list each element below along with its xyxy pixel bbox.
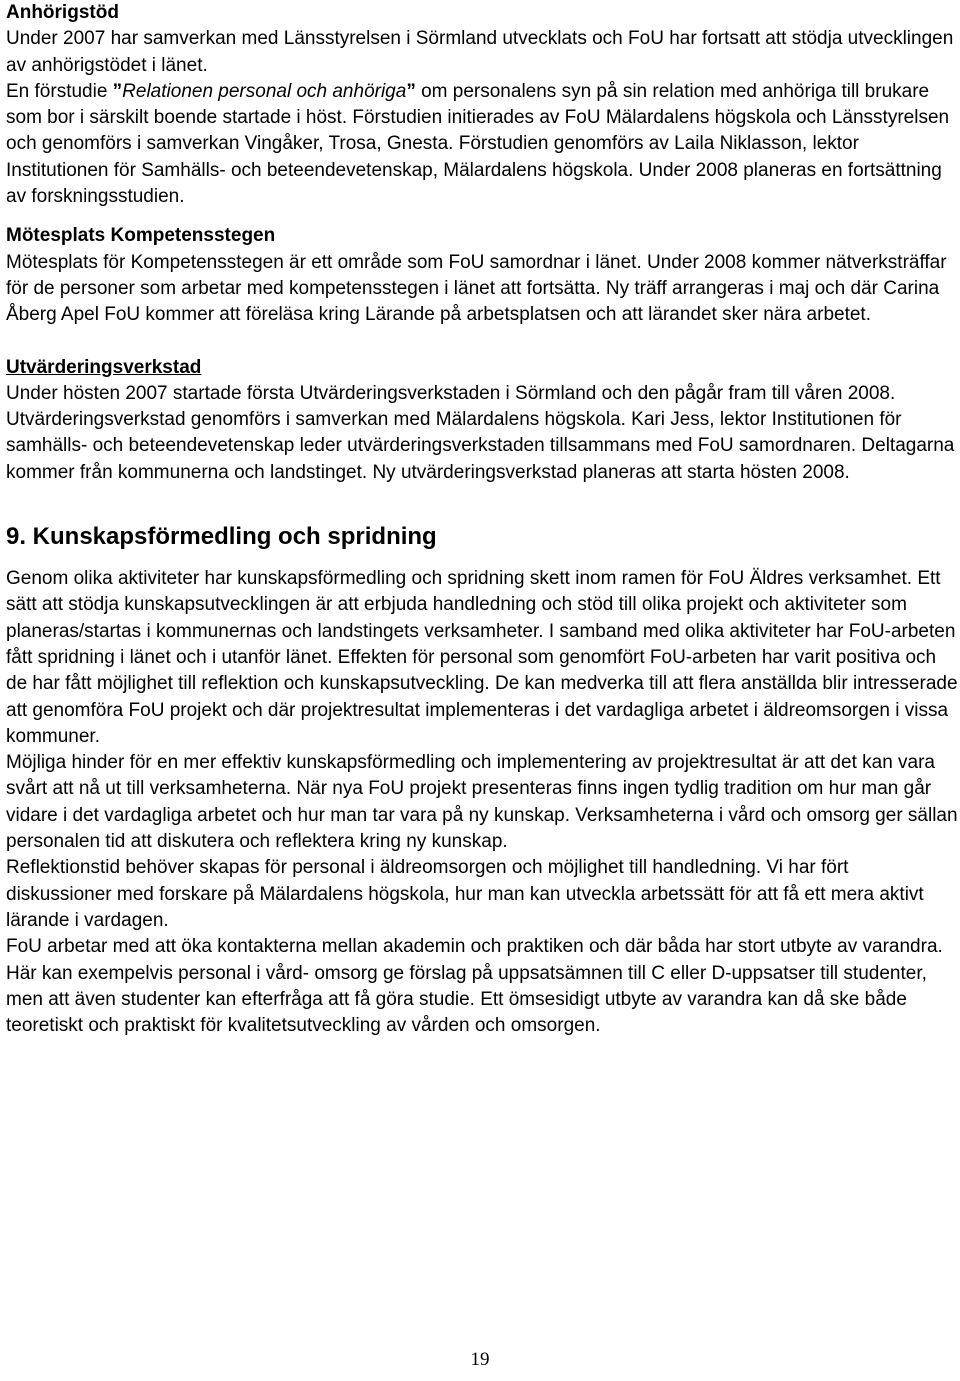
document-page: [6, 0, 958, 1039]
paragraph-motesplats-1: Mötesplats för Kompetensstegen är ett område som FoU samordnar i länet. Under 2008 kommer nätverksträffar för de personer som arbetar med kompetensstegen i länet att fortsätta. Ny träff arrangeras i maj och där Carina Åberg Apel FoU kommer att föreläsa kring Lärande på arbetsplatsen och att lärandet sker nära arbetet.: [6, 251, 947, 326]
paragraph-anhorigstod-1: Under 2007 har samverkan med Länsstyrelsen i Sörmland utvecklats och FoU har fortsatt att stödja utvecklingen av anhörigstödet i länet.: [6, 28, 954, 76]
quote-open: ”: [112, 80, 123, 102]
paragraph-kunskap-1: Genom olika aktiviteter har kunskapsförmedling och spridning skett inom ramen för FoU Äldres verksamhet. Ett sätt att stödja kunskapsutvecklingen är att erbjuda handledning och stöd till olika projekt och aktiviteter som planeras/startas i kommunernas och landstingets verksamheter. I samband med olika aktiviteter har FoU-arbeten fått spridning i länet och i utanför länet. Effekten för personal som genomfört FoU-arbeten har varit positiva och de har fått möjlighet till reflektion och kunskapsutveckling. De kan medverka till att flera anställda blir intresserade att genomföra FoU projekt och där projektresultat implementeras i det vardagliga arbetet i äldreomsorgen i vissa kommuner.: [6, 568, 958, 747]
paragraph-anhorigstod-2-after: om personalens syn på sin relation med anhöriga till brukare som bor i särskilt boende startade i höst. Förstudien initierades av FoU Mälardalens högskola och Länsstyrelsen och genomförs i samverkan Vingåker, Trosa, Gnesta. Förstudien genomförs av Laila Niklasson, lektor Institutionen för Samhälls- och beteendevetenskap, Mälardalens högskola. Under 2008 planeras en fortsättning av forskningsstudien.: [6, 80, 950, 208]
heading-anhorigstod: Anhörigstöd: [6, 2, 119, 23]
paragraph-anhorigstod-2-before: En förstudie: [6, 80, 113, 102]
heading-utvardering: Utvärderingsverkstad: [6, 356, 202, 378]
page-number: 19: [470, 1349, 490, 1370]
heading-motesplats: Mötesplats Kompetensstegen: [6, 225, 276, 247]
paragraph-utvardering-1: Under hösten 2007 startade första Utvärderingsverkstaden i Sörmland och den pågår fram till våren 2008. Utvärderingsverkstad genomförs i samverkan med Mälardalens högskola. Kari Jess, lektor Institutionen för samhälls- och beteendevetenskap leder utvärderingsverkstaden tillsammans med FoU samordnaren. Deltagarna kommer från kommunerna och landstinget. Ny utvärderingsverkstad planeras att starta hösten 2008.: [6, 382, 955, 483]
paragraph-kunskap-3: Reflektionstid behöver skapas för personal i äldreomsorgen och möjlighet till handledning. Vi har fört diskussioner med forskare på Mälardalens högskola, hur man kan utveckla arbetssätt för att få ett mera aktivt lärande i vardagen.: [6, 857, 924, 931]
heading-kunskap: 9. Kunskapsförmedling och spridning: [6, 523, 437, 551]
paragraph-kunskap-4: FoU arbetar med att öka kontakterna mellan akademin och praktiken och där båda har stort utbyte av varandra. Här kan exempelvis personal i vård- omsorg ge förslag på uppsatsämnen till C eller D-uppsatser till studenter, men att även studenter kan efterfråga att få göra studie. Ett ömsesidigt utbyte av varandra kan då ske både teoretiskt och praktiskt för kvalitetsutveckling av vården och omsorgen.: [6, 936, 943, 1037]
study-title: Relationen personal och anhöriga: [122, 80, 407, 102]
quote-close: ”: [406, 80, 416, 102]
paragraph-kunskap-2: Möjliga hinder för en mer effektiv kunskapsförmedling och implementering av projektresultat är att det kan vara svårt att nå ut till verksamheterna. När nya FoU projekt presenteras finns ingen tydlig tradition om hur man går vidare i det vardagliga arbetet och hur man tar vara på ny kunskap. Verksamheterna i vård och omsorg ger sällan personalen tid att diskutera och reflektera kring ny kunskap.: [6, 752, 958, 853]
paragraph-anhorigstod-2: [6, 79, 958, 210]
